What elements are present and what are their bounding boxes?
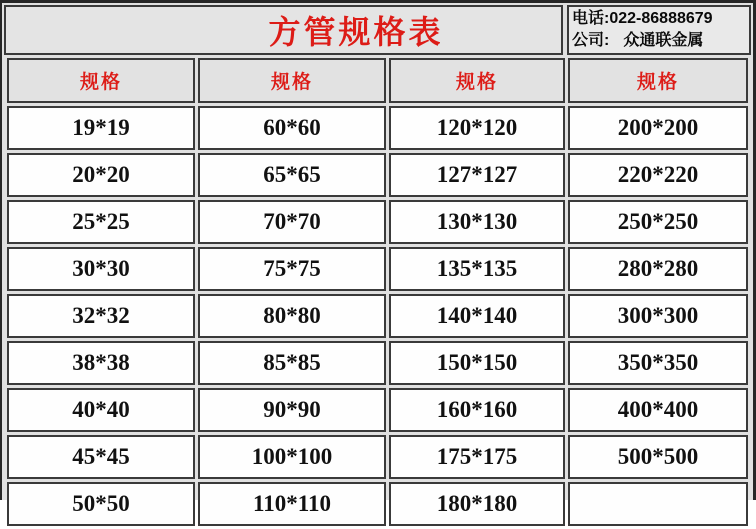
column-header: 规格 [198, 58, 386, 103]
spec-cell: 110*110 [198, 482, 386, 526]
spec-cell: 90*90 [198, 388, 386, 432]
spec-cell: 120*120 [389, 106, 565, 150]
phone-line [572, 8, 746, 30]
company-line [572, 30, 746, 52]
table-row [7, 388, 748, 432]
company-value: 众通联金属 [623, 32, 704, 49]
contact-box [567, 5, 751, 55]
column-header: 规格 [568, 58, 748, 103]
phone-value: 022-86888679 [609, 10, 713, 27]
spec-cell: 45*45 [7, 435, 195, 479]
spec-cell: 175*175 [389, 435, 565, 479]
column-header-row [7, 58, 748, 103]
spec-cell: 250*250 [568, 200, 748, 244]
company-label: 公司: [572, 32, 610, 49]
spec-cell: 140*140 [389, 294, 565, 338]
spec-cell: 280*280 [568, 247, 748, 291]
table-row [7, 200, 748, 244]
header-band [4, 5, 751, 55]
column-header: 规格 [7, 58, 195, 103]
spec-cell: 19*19 [7, 106, 195, 150]
spec-cell: 32*32 [7, 294, 195, 338]
table-row [7, 153, 748, 197]
table-row [7, 482, 748, 526]
spec-cell: 40*40 [7, 388, 195, 432]
spec-cell: 220*220 [568, 153, 748, 197]
spec-cell: 30*30 [7, 247, 195, 291]
spec-cell: 85*85 [198, 341, 386, 385]
spec-cell: 150*150 [389, 341, 565, 385]
spec-cell: 65*65 [198, 153, 386, 197]
spec-cell [568, 482, 748, 526]
spec-cell: 38*38 [7, 341, 195, 385]
spec-cell: 200*200 [568, 106, 748, 150]
page-title: 方管规格表 [268, 14, 444, 50]
spec-cell: 130*130 [389, 200, 565, 244]
table-row [7, 294, 748, 338]
spec-cell: 135*135 [389, 247, 565, 291]
spec-table [4, 55, 751, 529]
spec-cell: 60*60 [198, 106, 386, 150]
spec-cell: 400*400 [568, 388, 748, 432]
table-row [7, 247, 748, 291]
column-header: 规格 [389, 58, 565, 103]
spec-cell: 75*75 [198, 247, 386, 291]
spec-cell: 180*180 [389, 482, 565, 526]
table-row [7, 106, 748, 150]
spec-cell: 25*25 [7, 200, 195, 244]
spec-cell: 20*20 [7, 153, 195, 197]
spec-cell: 500*500 [568, 435, 748, 479]
spec-table-body [7, 106, 748, 526]
spec-cell: 300*300 [568, 294, 748, 338]
table-row [7, 341, 748, 385]
spec-cell: 50*50 [7, 482, 195, 526]
title-box [4, 5, 563, 55]
spec-cell: 160*160 [389, 388, 565, 432]
spec-cell: 350*350 [568, 341, 748, 385]
table-row [7, 435, 748, 479]
spec-cell: 100*100 [198, 435, 386, 479]
spec-cell: 127*127 [389, 153, 565, 197]
phone-label: 电话: [572, 10, 610, 27]
spec-cell: 70*70 [198, 200, 386, 244]
spec-cell: 80*80 [198, 294, 386, 338]
